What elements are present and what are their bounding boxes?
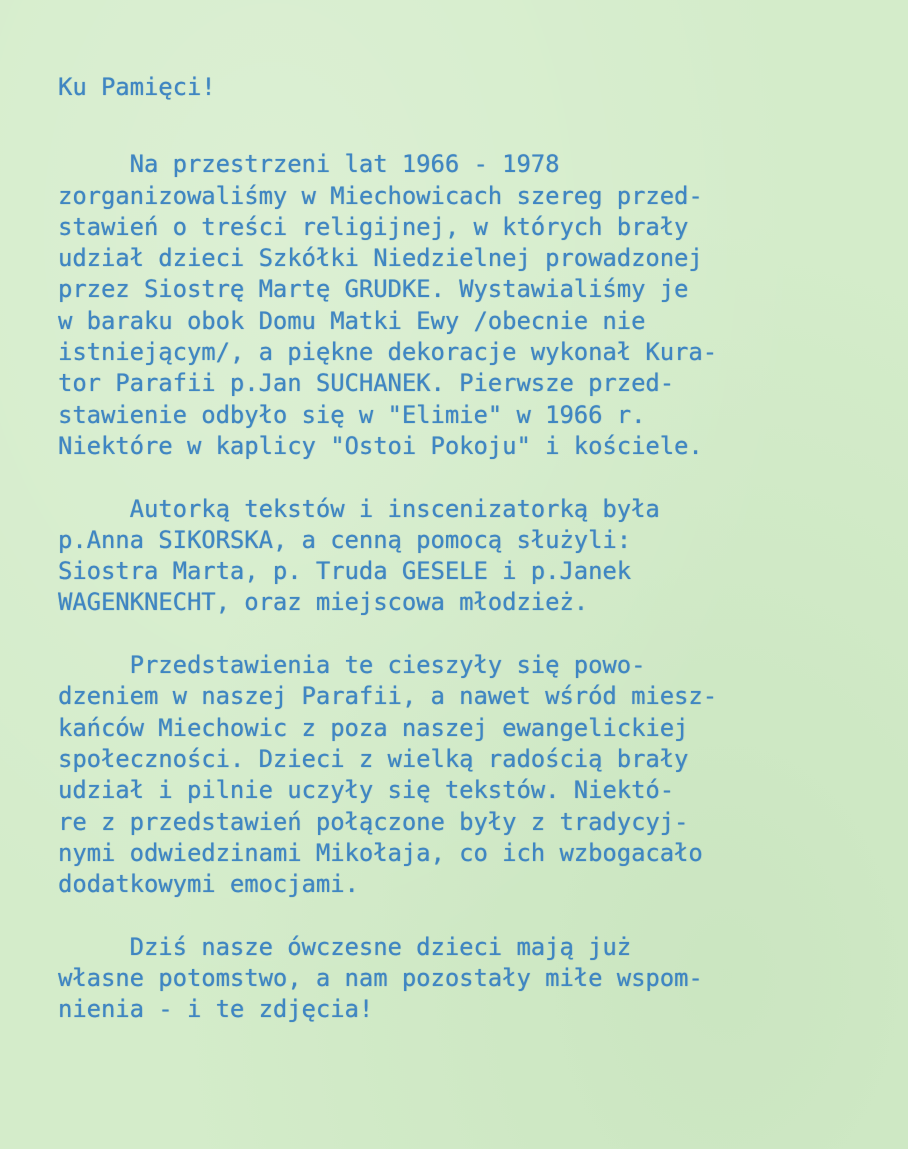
text-line: dzeniem w naszej Parafii, a nawet wśród miesz- [58, 682, 718, 711]
text-line: Na przestrzeni lat 1966 - 1978 [58, 150, 560, 179]
paragraph-1 [58, 149, 898, 462]
paragraph-3 [58, 650, 898, 900]
text-line: dodatkowymi emocjami. [58, 870, 359, 899]
paragraph-4 [58, 932, 898, 1026]
text-line: nienia - i te zdjęcia! [58, 995, 374, 1024]
text-line: w baraku obok Domu Matki Ewy /obecnie nie [58, 306, 646, 335]
text-line: nymi odwiedzinami Mikołaja, co ich wzbogacało [58, 838, 703, 867]
text-line: WAGENKNECHT, oraz miejscowa młodzież. [58, 588, 589, 617]
text-line: udział dzieci Szkółki Niedzielnej prowadzonej [58, 244, 703, 273]
text-line: społeczności. Dzieci z wielką radością brały [58, 744, 689, 773]
text-line: Niektóre w kaplicy "Ostoi Pokoju" i kościele. [58, 431, 703, 460]
text-line: własne potomstwo, a nam pozostały miłe wspom- [58, 964, 703, 993]
text-line: przez Siostrę Martę GRUDKE. Wystawialiśmy je [58, 275, 689, 304]
text-line: re z przedstawień połączone były z tradycyj- [58, 807, 689, 836]
text-line: kańców Miechowic z poza naszej ewangelickiej [58, 713, 689, 742]
text-line: Siostra Marta, p. Truda GESELE i p.Janek [58, 557, 632, 586]
text-line: stawień o treści religijnej, w których brały [58, 212, 689, 241]
text-line: stawienie odbyło się w "Elimie" w 1966 r. [58, 400, 646, 429]
text-line: udział i pilnie uczyły się tekstów. Niektó- [58, 776, 675, 805]
typed-letter [58, 72, 898, 1026]
text-line: Dziś nasze ówczesne dzieci mają już [58, 932, 632, 961]
text-line: Autorką tekstów i inscenizatorką była [58, 494, 660, 523]
text-line: Przedstawienia te cieszyły się powo- [58, 651, 646, 680]
text-line: istniejącym/, a piękne dekoracje wykonał Kura- [58, 338, 718, 367]
heading: Ku Pamięci! [58, 73, 216, 101]
paragraph-2 [58, 494, 898, 619]
text-line: p.Anna SIKORSKA, a cenną pomocą służyli: [58, 525, 632, 554]
text-line: zorganizowaliśmy w Miechowicach szereg przed- [58, 181, 703, 210]
text-line: tor Parafii p.Jan SUCHANEK. Pierwsze przed- [58, 369, 675, 398]
